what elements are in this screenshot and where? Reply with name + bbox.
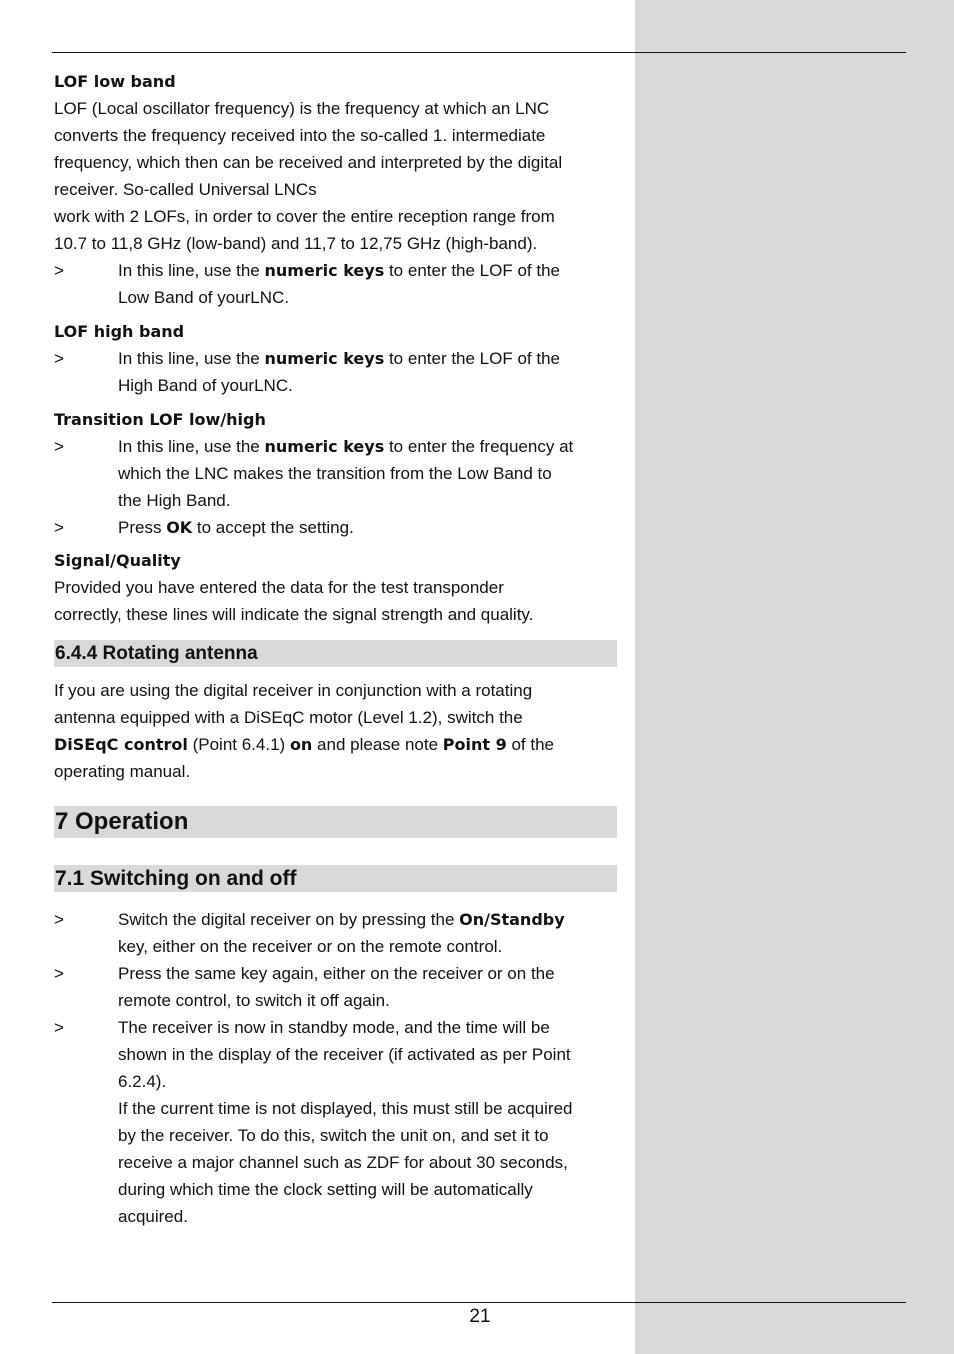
signal-quality-line: Provided you have entered the data for the test transponder [54, 578, 504, 597]
switch-off-instruction: > Press the same key again, either on the receiver or on the remote control, to switch it off again. [54, 960, 617, 1014]
on-label: on [289, 735, 313, 754]
lof-low-line: LOF (Local oscillator frequency) is the frequency at which an LNC [54, 99, 550, 118]
diseqc-control-label: DiSEqC control [54, 735, 188, 754]
bullet-marker: > [54, 910, 64, 929]
bullet-marker: > [54, 964, 64, 983]
signal-quality-line: correctly, these lines will indicate the signal strength and quality. [54, 605, 534, 624]
lof-low-line: receiver. So-called Universal LNCs [54, 180, 317, 199]
bullet-marker: > [54, 349, 64, 368]
side-margin-panel [635, 0, 954, 1354]
lof-low-instruction: > In this line, use the numeric keys to enter the LOF of the Low Band of yourLNC. [54, 257, 617, 311]
transition-ok-instruction: > Press OK to accept the setting. [54, 514, 617, 541]
rotating-antenna-heading: 6.4.4 Rotating antenna [54, 640, 617, 667]
numeric-keys-label: numeric keys [264, 261, 385, 280]
lof-low-line: frequency, which then can be received and interpreted by the digital [54, 153, 563, 172]
lof-low-heading: LOF low band [54, 72, 176, 91]
bullet-marker: > [54, 518, 64, 537]
footer-rule [52, 1302, 906, 1303]
lof-high-heading: LOF high band [54, 322, 185, 341]
page-content [54, 68, 617, 1230]
numeric-keys-label: numeric keys [264, 349, 385, 368]
bullet-marker: > [54, 261, 64, 280]
standby-mode-note: > The receiver is now in standby mode, and the time will be shown in the display of the receiver (if activated as per Point 6.2.4). If the current time is not displayed, this must still be acquired by the receiver. To do this, switch the unit on, and set it to receive a major channel such as ZDF for about 30 seconds, during which time the clock setting will be automatically acquired. [54, 1014, 617, 1230]
page-number: 21 [469, 1306, 491, 1327]
signal-quality-heading: Signal/Quality [54, 551, 181, 570]
bullet-marker: > [54, 437, 64, 456]
header-rule [52, 52, 906, 53]
operation-heading: 7 Operation [54, 806, 617, 838]
switching-heading: 7.1 Switching on and off [54, 865, 617, 892]
transition-instruction: > In this line, use the numeric keys to enter the frequency at which the LNC makes the transition from the Low Band to the High Band. [54, 433, 617, 514]
point-9-label: Point 9 [442, 735, 507, 754]
lof-high-instruction: > In this line, use the numeric keys to enter the LOF of the High Band of yourLNC. [54, 345, 617, 399]
bullet-marker: > [54, 1018, 64, 1037]
on-standby-key-label: On/Standby [459, 910, 565, 929]
transition-heading: Transition LOF low/high [54, 410, 266, 429]
lof-low-line: converts the frequency received into the so-called 1. intermediate [54, 126, 546, 145]
ok-key-label: OK [166, 518, 193, 537]
switch-on-instruction: > Switch the digital receiver on by pressing the On/Standby key, either on the receiver or on the remote control. [54, 906, 617, 960]
rotating-antenna-text: If you are using the digital receiver in conjunction with a rotating antenna equipped with a DiSEqC motor (Level 1.2), switch the DiSEqC control (Point 6.4.1) on and please note Point 9 of the operating manual. [54, 681, 554, 781]
numeric-keys-label: numeric keys [264, 437, 385, 456]
lof-low-line: 10.7 to 11,8 GHz (low-band) and 11,7 to 12,75 GHz (high-band). [54, 234, 538, 253]
lof-low-line: work with 2 LOFs, in order to cover the entire reception range from [54, 207, 555, 226]
